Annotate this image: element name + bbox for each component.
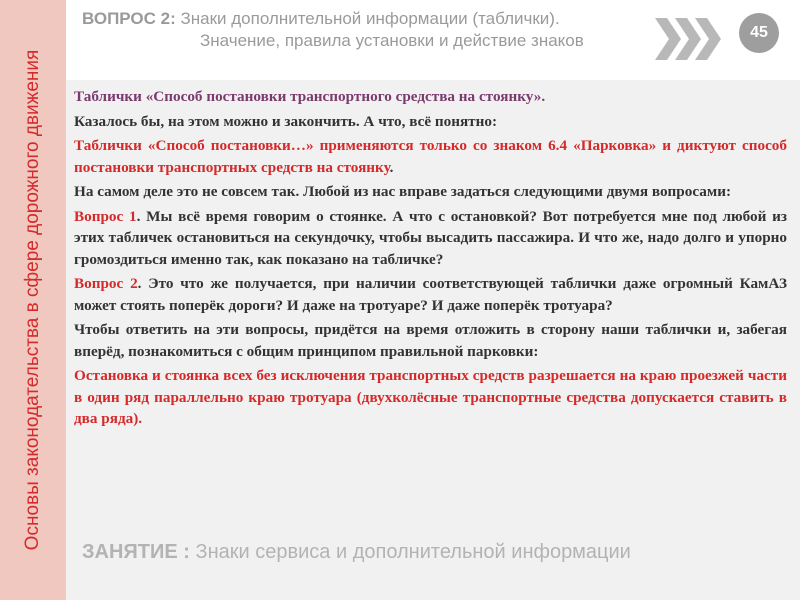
paragraph-5 <box>74 206 787 271</box>
question-label: ВОПРОС 2: <box>82 9 176 28</box>
sidebar-title: Основы законодательства в сфере дорожного движения <box>22 49 43 551</box>
paragraph-6 <box>74 273 787 316</box>
question-1-label: Вопрос 1 <box>74 207 137 225</box>
lesson-label: ЗАНЯТИЕ : <box>82 541 190 563</box>
question-text-line2: Значение, правила установки и действие знаков <box>200 31 584 50</box>
paragraph-8: Остановка и стоянка всех без исключения транспортных средств разрешается на краю проезжей части в один ряд параллельно краю тротуара (двухколёсные транспортные средства допускается ставить в два ряда). <box>74 367 787 427</box>
question-1-text: . Мы всё время говорим о стоянке. А что с остановкой? Вот потребуется мне под любой из этих табличек остановиться на секундочку, чтобы высадить пассажира. И что же, надо долго и упорно громоздиться именно так, как показано на табличке? <box>74 207 787 268</box>
paragraph-2: Казалось бы, на этом можно и закончить. А что, всё понятно: <box>74 112 498 130</box>
paragraph-4: На самом деле это не совсем так. Любой из нас вправе задаться следующими двумя вопросами: <box>74 183 732 200</box>
paragraph-3 <box>74 135 787 178</box>
question-2-label: Вопрос 2 <box>74 275 138 292</box>
lesson-text: Знаки сервиса и дополнительной информации <box>195 541 631 563</box>
question-text-line1: Знаки дополнительной информации (таблички). <box>175 9 560 28</box>
body-text <box>74 86 787 433</box>
paragraph-7: Чтобы ответить на эти вопросы, придётся на время отложить в сторону наши таблички и, забегая вперёд, познакомиться с общим принципом правильной парковки: <box>74 321 787 360</box>
sidebar <box>0 0 66 600</box>
paragraph-3-highlight: Таблички «Способ постановки…» применяются только со знаком 6.4 «Парковка» и диктуют способ постановки транспортных средств на стоянку <box>74 137 787 176</box>
lesson-footer <box>82 540 798 564</box>
question-2-text: . Это что же получается, при наличии соответствующей таблички даже огромный КамАЗ может стоять поперёк дороги? И даже на тротуаре? И даже поперёк тротуара? <box>74 275 787 314</box>
section-heading: Таблички «Способ постановки транспортного средства на стоянку». <box>74 88 546 105</box>
triple-chevron-right-icon <box>655 18 723 60</box>
page-number-badge: 45 <box>739 13 779 53</box>
question-title <box>82 8 662 52</box>
paragraph-3-end: . <box>389 158 394 176</box>
